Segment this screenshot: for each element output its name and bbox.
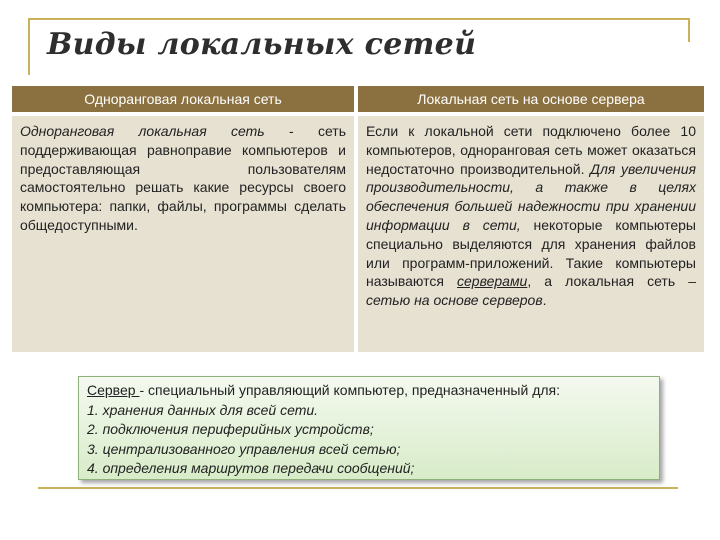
cell-server-based (358, 116, 704, 352)
bottom-rule (38, 487, 678, 489)
peer-to-peer-description: - сеть поддерживающая равноправие компьютеров и предоставляющая пользователям самостоятельно решать какие ресурсы своего компьютера: папки, файлы, программы сделать общедоступными. (20, 123, 346, 233)
frame-top-line (28, 18, 690, 20)
table-header-row (12, 86, 704, 112)
server-based-text-c: некоторые компьютеры специально выделяются для хранения файлов или программ-приложений. Такие компьютеры называются (366, 216, 696, 290)
servers-term: серверами (457, 273, 528, 290)
server-definition-box (78, 376, 660, 480)
slide-title: Виды локальных сетей (47, 27, 477, 62)
server-based-text-d: , а локальная сеть – (527, 273, 696, 290)
cell-peer-to-peer (12, 116, 354, 352)
list-item: 3. централизованного управления всей сетью; (87, 440, 401, 457)
list-item: 2. подключения периферийных устройств; (87, 421, 374, 437)
server-term: Сервер (87, 382, 140, 398)
server-definition-line (87, 381, 651, 401)
server-based-text-b: Для увеличения производительности, а также в целях обеспечения большей надежности при хранении информации в сети, (366, 160, 696, 233)
header-server-based: Локальная сеть на основе сервера (417, 91, 645, 107)
server-based-text-f: . (542, 292, 547, 309)
comparison-table (12, 86, 704, 352)
server-definition-intro: - специальный управляющий компьютер, предназначенный для: (139, 382, 561, 398)
frame-left-line (28, 18, 30, 75)
header-peer-to-peer: Одноранговая локальная сеть (84, 91, 282, 107)
list-item: 4. определения маршрутов передачи сообщений; (87, 460, 415, 476)
server-based-text-e: сетью на основе серверов (366, 292, 543, 309)
list-item: 1. хранения данных для всей сети. (87, 401, 319, 418)
server-based-text-a: Если к локальной сети подключено более 10 компьютеров, одноранговая сеть может оказаться недостаточно производительной. (366, 123, 696, 177)
peer-to-peer-term: Одноранговая локальная сеть (20, 123, 265, 139)
frame-right-line (688, 18, 690, 42)
